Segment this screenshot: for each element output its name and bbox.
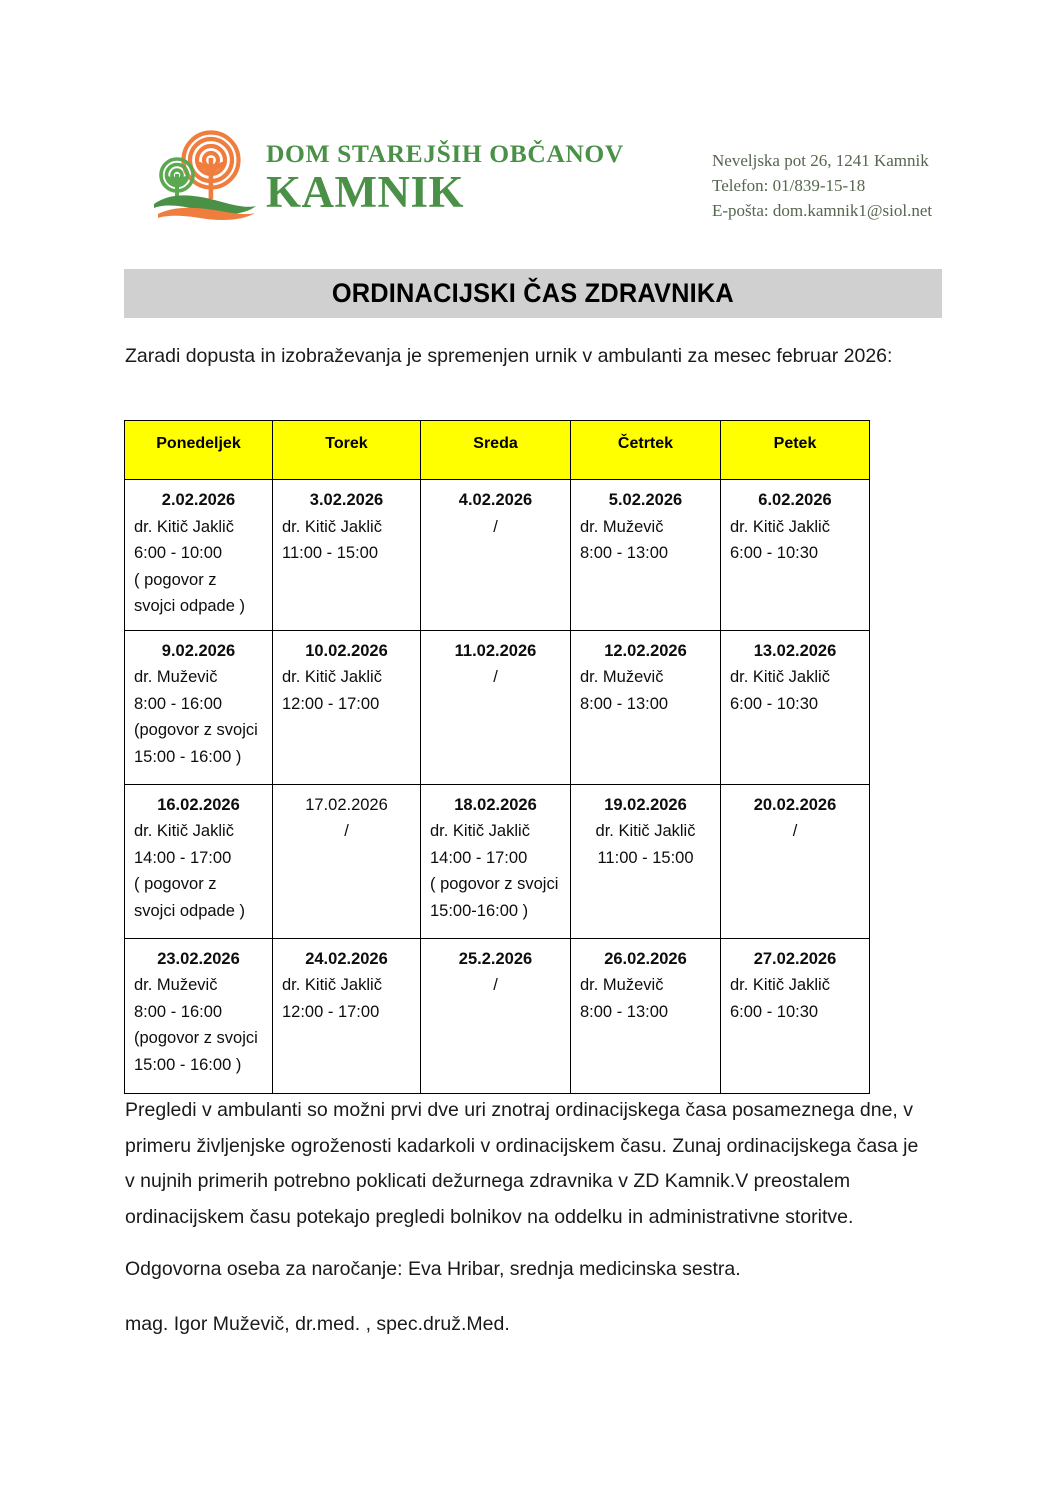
page-title-banner [124,269,942,318]
cell-detail-line: svojci odpade ) [134,901,245,920]
document-header [0,122,1058,232]
cell-detail-line: svojci odpade ) [134,597,245,615]
schedule-table-wrapper [124,420,869,1094]
cell-date: 12.02.2026 [604,641,687,660]
cell-detail-line: 8:00 - 13:00 [580,694,669,713]
cell-date: 17.02.2026 [305,795,388,814]
cell-date: 16.02.2026 [157,795,240,814]
contact-address: Neveljska pot 26, 1241 Kamnik [712,151,929,170]
schedule-table-body [125,480,870,1094]
cell-detail-line: / [493,517,498,536]
organization-logo [152,130,624,222]
table-header-row [125,421,870,480]
schedule-cell [273,480,421,631]
cell-detail-line: / [344,822,349,840]
cell-detail-line: dr. Muževič [580,517,664,536]
cell-detail-line: (pogovor z svojci [134,1029,258,1047]
schedule-cell [721,938,870,1093]
schedule-cell [273,784,421,938]
schedule-cell [571,630,721,784]
cell-detail-line: 8:00 - 13:00 [580,544,669,562]
page-title: ORDINACIJSKI ČAS ZDRAVNIKA [331,278,735,308]
cell-detail-line: 8:00 - 16:00 [134,694,223,713]
cell-detail-line: ( pogovor z [134,875,217,893]
cell-detail-line: 8:00 - 16:00 [134,1002,223,1021]
cell-date: 10.02.2026 [305,641,388,660]
cell-detail-line: ( pogovor z svojci [430,875,559,893]
schedule-cell [273,630,421,784]
cell-detail-line: dr. Kitič Jaklič [730,517,830,536]
cell-detail-line: dr. Kitič Jaklič [282,517,382,536]
cell-detail-line: dr. Muževič [134,668,218,686]
column-header-petek: Petek [721,421,870,480]
cell-detail-line: dr. Kitič Jaklič [430,822,530,840]
logo-line-2: KAMNIK [266,166,464,217]
schedule-cell [721,480,870,631]
cell-detail-line: 11:00 - 15:00 [282,544,379,562]
cell-detail-line: 12:00 - 17:00 [282,1002,380,1021]
cell-date: 26.02.2026 [604,949,687,968]
intro-paragraph: Zaradi dopusta in izobraževanja je spremenjen urnik v ambulanti za mesec februar 2026: [125,345,893,367]
cell-detail-line: 14:00 - 17:00 [134,848,232,867]
cell-date: 2.02.2026 [161,491,236,509]
cell-detail-line: 15:00 - 16:00 ) [134,747,242,766]
cell-detail-line: dr. Kitič Jaklič [730,976,830,994]
cell-date: 13.02.2026 [753,641,837,660]
two-trees-logo-icon [152,130,260,222]
contact-phone: Telefon: 01/839-15-18 [712,176,866,195]
cell-detail-line: ( pogovor z [134,570,217,589]
cell-detail-line: dr. Kitič Jaklič [134,517,234,536]
cell-detail-line: 15:00 - 16:00 ) [134,1055,242,1074]
column-header-sreda: Sreda [421,421,571,480]
cell-date: 5.02.2026 [608,491,683,509]
table-row [125,784,870,938]
cell-detail-line: / [792,822,798,840]
column-header-torek: Torek [273,421,421,480]
table-row [125,938,870,1093]
cell-detail-line: 15:00-16:00 ) [430,901,529,920]
column-header-ponedeljek: Ponedeljek [125,421,273,480]
schedule-cell [421,630,571,784]
schedule-cell [721,630,870,784]
cell-detail-line: 12:00 - 17:00 [282,694,380,713]
schedule-cell [421,480,571,631]
cell-date: 11.02.2026 [454,641,537,660]
cell-detail-line: 6:00 - 10:30 [730,694,819,713]
note-paragraph-2: Odgovorna oseba za naročanje: Eva Hribar, srednja medicinska sestra. [125,1258,741,1280]
schedule-cell [421,938,571,1093]
cell-date: 19.02.2026 [604,795,687,814]
schedule-cell [125,480,273,631]
schedule-cell [273,938,421,1093]
table-row [125,480,870,631]
cell-detail-line: 8:00 - 13:00 [580,1002,669,1021]
cell-detail-line: 6:00 - 10:00 [134,544,223,562]
cell-date: 24.02.2026 [305,949,388,968]
cell-detail-line: 11:00 - 15:00 [597,848,694,867]
cell-detail-line: dr. Muževič [134,976,218,994]
cell-date: 9.02.2026 [161,641,236,660]
cell-detail-line: / [493,976,498,994]
schedule-cell [571,938,721,1093]
cell-date: 6.02.2026 [758,491,832,509]
cell-detail-line: 6:00 - 10:30 [730,1002,819,1021]
cell-detail-line: / [493,668,498,686]
cell-date: 18.02.2026 [454,795,537,814]
cell-detail-line: dr. Muževič [580,976,664,994]
cell-date: 3.02.2026 [309,491,384,509]
column-header-cetrtek: Četrtek [571,421,721,480]
schedule-cell [721,784,870,938]
schedule-cell [125,784,273,938]
note-paragraph-1: Pregledi v ambulanti so možni prvi dve uri znotraj ordinacijskega časa posameznega dne, v primeru življenjske ogroženosti kadarkoli v ordinacijskem času. Zunaj ordinacijskega časa je v nujnih primerih potrebno poklicati dežurnega zdravnika v ZD Kamnik.V preostalem ordinacijskem času potekajo pregledi bolnikov na oddelku in administrativne storitve. [125,1099,919,1228]
cell-detail-line: dr. Kitič Jaklič [730,668,830,686]
logo-line-1: DOM STAREJŠIH OBČANOV [266,139,624,169]
cell-date: 27.02.2026 [753,949,837,968]
cell-detail-line: 14:00 - 17:00 [430,848,528,867]
cell-detail-line: 6:00 - 10:30 [730,544,819,562]
cell-detail-line: dr. Muževič [580,668,664,686]
cell-detail-line: dr. Kitič Jaklič [595,822,696,840]
schedule-cell [571,784,721,938]
schedule-cell [421,784,571,938]
schedule-cell [125,630,273,784]
schedule-cell [125,938,273,1093]
schedule-table [124,420,870,1094]
logo-wordmark [266,137,624,215]
cell-detail-line: dr. Kitič Jaklič [282,976,382,994]
notes-section [125,1093,925,1342]
note-signature: mag. Igor Muževič, dr.med. , spec.druž.Med. [125,1312,510,1335]
cell-detail-line: dr. Kitič Jaklič [282,668,382,686]
cell-date: 25.2.2026 [458,949,533,968]
cell-detail-line: (pogovor z svojci [134,721,258,739]
schedule-cell [571,480,721,631]
cell-date: 4.02.2026 [458,491,533,509]
table-row [125,630,870,784]
cell-date: 23.02.2026 [157,949,240,968]
cell-date: 20.02.2026 [753,795,837,814]
contact-info [712,148,932,223]
cell-detail-line: dr. Kitič Jaklič [134,822,234,840]
contact-email: E-pošta: dom.kamnik1@siol.net [712,201,933,220]
